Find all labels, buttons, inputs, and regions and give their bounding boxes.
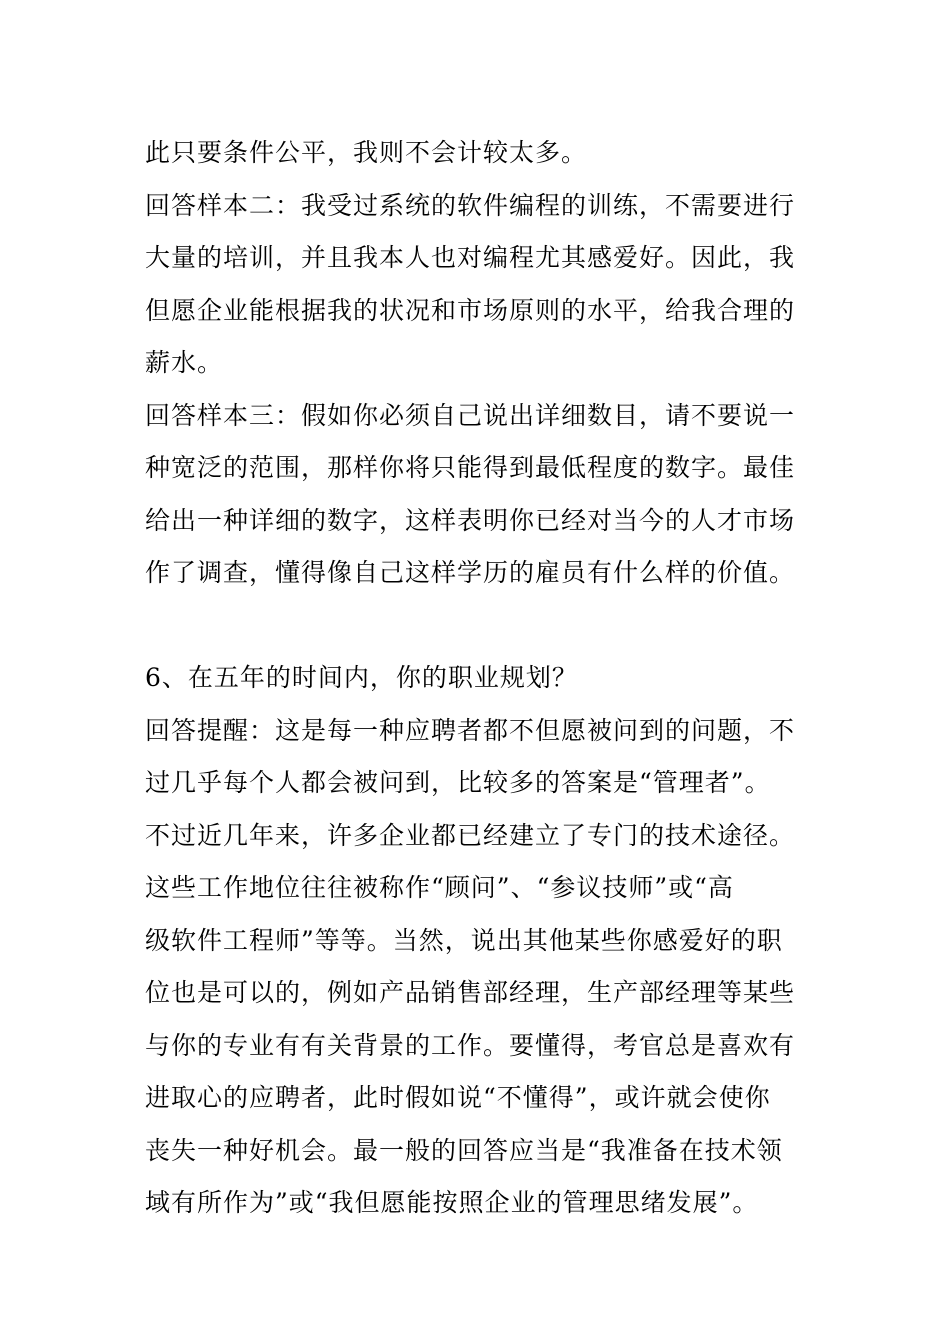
text-line: 不过近几年来，许多企业都已经建立了专门的技术途径。: [145, 820, 796, 850]
text-line: 进取心的应聘者，此时假如说“不懂得”，或许就会使你: [145, 1083, 771, 1112]
text-line: 但愿企业能根据我的状况和市场原则的水平，给我合理的: [145, 295, 796, 325]
text-line: 此只要条件公平，我则不会计较太多。: [145, 138, 588, 167]
text-line: 大量的培训，并且我本人也对编程尤其感爱好。因此，我: [145, 243, 796, 272]
text-line: 作了调查，懂得像自己这样学历的雇员有什么样的价值。: [145, 558, 796, 587]
text-line: 级软件工程师”等等。当然，说出其他某些你感爱好的职: [145, 925, 783, 955]
text-line: 回答样本三：假如你必须自己说出详细数目，请不要说一: [145, 400, 796, 430]
question-title: 6、在五年的时间内，你的职业规划？: [145, 663, 578, 692]
text-line: 丧失一种好机会。最一般的回答应当是“我准备在技术领: [145, 1135, 783, 1165]
text-line: 这些工作地位往往被称作“顾问”、“参议技师”或“高: [145, 873, 734, 902]
text-line: 回答样本二：我受过系统的软件编程的训练，不需要进行: [145, 190, 796, 220]
paragraph-continuation: [145, 127, 815, 180]
text-line: 过几乎每个人都会被问到，比较多的答案是“管理者”。: [145, 768, 771, 797]
text-line: 给出一种详细的数字，这样表明你已经对当今的人才市场: [145, 505, 796, 535]
document-body: [145, 127, 815, 1230]
paragraph-answer-tip: [145, 705, 815, 1230]
text-line: 回答提醒：这是每一种应聘者都不但愿被问到的问题，不: [145, 715, 796, 745]
paragraph-sample-answer-3: [145, 390, 815, 600]
blank-line: [145, 600, 815, 653]
text-line: 位也是可以的，例如产品销售部经理，生产部经理等某些: [145, 978, 796, 1007]
text-line: 域有所作为”或“我但愿能按照企业的管理思绪发展”。: [145, 1188, 759, 1217]
text-line: 薪水。: [145, 348, 224, 377]
text-line: 与你的专业有有关背景的工作。要懂得，考官总是喜欢有: [145, 1030, 796, 1060]
question-heading: [145, 652, 815, 705]
paragraph-sample-answer-2: [145, 180, 815, 390]
text-line: 种宽泛的范围，那样你将只能得到最低程度的数字。最佳: [145, 453, 796, 482]
